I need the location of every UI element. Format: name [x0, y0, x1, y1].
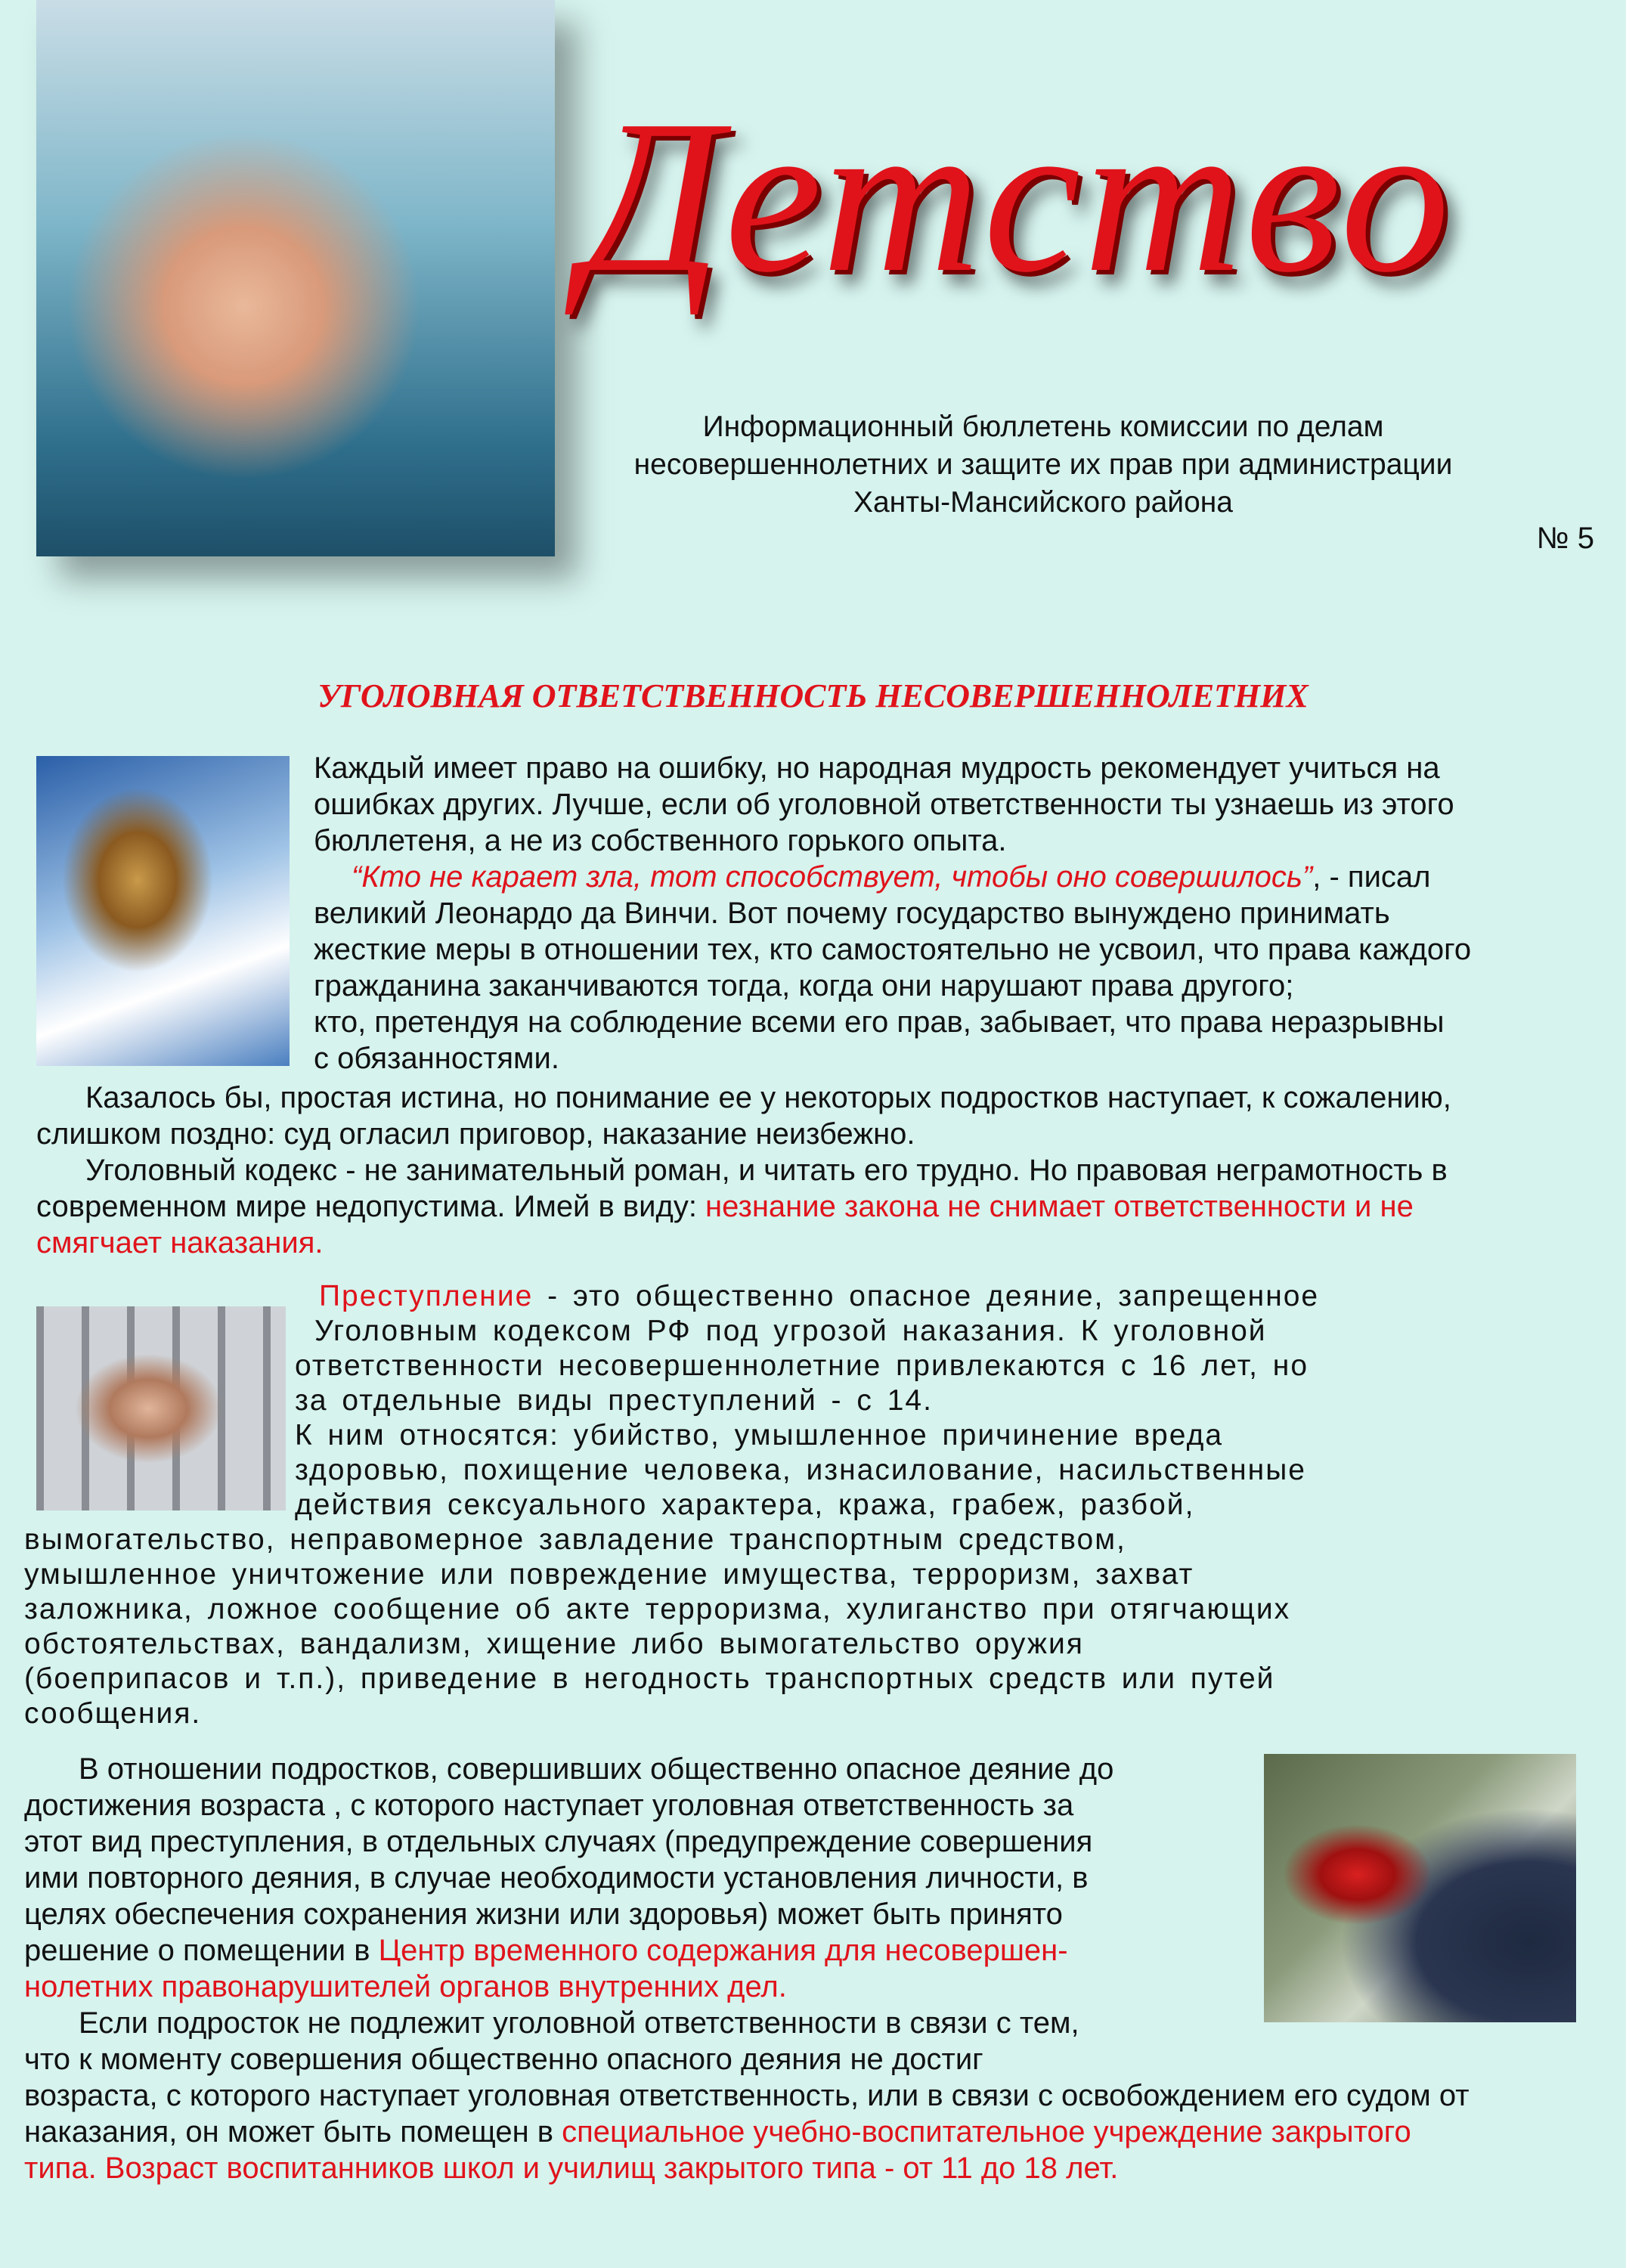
text-line: великий Леонардо да Винчи. Вот почему государство вынуждено принимать	[314, 897, 1390, 930]
text-line: Если подросток не подлежит уголовной ответственности в связи с тем,	[79, 2006, 1079, 2040]
text-line: ошибках других. Лучше, если об уголовной ответственности ты узнаешь из этого	[314, 788, 1454, 821]
detention-center-text: нолетних правонарушителей органов внутренних дел.	[24, 1970, 787, 2003]
text-line: вымогательство, неправомерное завладение транспортным средством,	[24, 1523, 1126, 1556]
bulletin-subtitle	[559, 408, 1527, 522]
paragraph-two	[36, 1080, 1616, 1261]
text-line: К ним относятся: убийство, умышленное причинение вреда	[295, 1419, 1224, 1452]
issue-number: № 5	[1536, 522, 1594, 555]
text-line: за отдельные виды преступлений - с 14.	[295, 1384, 933, 1417]
text-line: с обязанностями.	[314, 1042, 559, 1075]
text-line: В отношении подростков, совершивших общественно опасное деяние до	[79, 1752, 1114, 1786]
text-line	[295, 1279, 1618, 1314]
text-line: заложника, ложное сообщение об акте терроризма, хулиганство при отягчающих	[24, 1593, 1291, 1625]
text-line: целях обеспечения сохранения жизни или здоровья) может быть принято	[24, 1898, 1063, 1931]
paragraph-six	[24, 2005, 1619, 2186]
warning-text: незнание закона не снимает ответственности и не	[705, 1190, 1414, 1223]
crime-list	[24, 1523, 1612, 1731]
text-line: Казалось бы, простая истина, но понимание ее у некоторых подростков наступает, к сожалению,	[85, 1081, 1451, 1114]
text-line: гражданина заканчиваются тогда, когда они нарушают права другого;	[314, 969, 1294, 1002]
subtitle-line: Информационный бюллетень комиссии по делам	[702, 411, 1384, 443]
article-heading: УГОЛОВНАЯ ОТВЕТСТВЕННОСТЬ НЕСОВЕРШЕННОЛЕТНИХ	[317, 677, 1309, 714]
text-line: жесткие меры в отношении тех, кто самостоятельно не усвоил, что права каждого	[314, 933, 1472, 966]
text-line	[24, 2114, 1619, 2150]
quote-line	[314, 859, 1614, 895]
intro-paragraph	[314, 750, 1614, 1077]
text-line: умышленное уничтожение или повреждение имущества, терроризм, захват	[24, 1558, 1194, 1591]
boy-behind-bars-photo	[36, 1306, 286, 1510]
subtitle-line: Ханты-Мансийского района	[853, 486, 1233, 519]
text-line: ответственности несовершеннолетние привлекаются с 16 лет, но	[295, 1349, 1309, 1382]
hands-photo	[36, 0, 555, 556]
bulletin-title: Детство	[582, 75, 1454, 318]
text-line: этот вид преступления, в отдельных случаях (предупреждение совершения	[24, 1825, 1093, 1858]
text-segment: современном мире недопустима. Имей в виду:	[36, 1190, 706, 1223]
leonardo-quote: “Кто не карает зла, тот способствует, чтобы оно совершилось”	[352, 860, 1313, 894]
detention-center-text: Центр временного содержания для несовершен-	[378, 1934, 1068, 1967]
text-line: возраста, с которого наступает уголовная ответственность, или в связи с освобождением его судом от	[24, 2079, 1470, 2112]
text-line: Уголовным кодексом РФ под угрозой наказания. К уголовной	[314, 1315, 1267, 1347]
text-line: слишком поздно: суд огласил приговор, наказание неизбежно.	[36, 1117, 915, 1151]
text-line: здоровью, похищение человека, изнасилование, насильственные	[295, 1454, 1306, 1486]
text-segment: наказания, он может быть помещен в	[24, 2115, 562, 2149]
text-line: бюллетеня, а не из собственного горького опыта.	[314, 824, 1007, 857]
police-detention-photo	[1264, 1754, 1576, 2022]
text-segment: решение о помещении в	[24, 1934, 379, 1967]
crime-term: Преступление	[319, 1280, 534, 1312]
warning-text: смягчает наказания.	[36, 1226, 324, 1259]
text-line: ими повторного деяния, в случае необходимости установления личности, в	[24, 1861, 1089, 1895]
quote-tail: , - писал	[1312, 860, 1431, 894]
text-line: что к моменту совершения общественно опасного деяния не достиг	[24, 2043, 983, 2076]
text-line: сообщения.	[24, 1697, 202, 1730]
text-line: Каждый имеет право на ошибку, но народная мудрость рекомендует учиться на	[314, 751, 1440, 785]
lady-justice-photo	[36, 756, 290, 1066]
subtitle-line: несовершеннолетних и защите их прав при администрации	[633, 448, 1453, 481]
text-line: кто, претендуя на соблюдение всеми его прав, забывает, что права неразрывны	[314, 1005, 1445, 1039]
text-line: (боеприпасов и т.п.), приведение в негодность транспортных средств или путей	[24, 1662, 1275, 1695]
text-line: действия сексуального характера, кража, грабеж, разбой,	[295, 1489, 1195, 1521]
text-segment: - это общественно опасное деяние, запрещенное	[533, 1280, 1320, 1312]
special-institution-text: специальное учебно-воспитательное учреждение закрытого	[562, 2115, 1411, 2149]
crime-definition	[295, 1279, 1618, 1523]
text-line: достижения возраста , с которого наступает уголовная ответственность за	[24, 1789, 1074, 1822]
text-line: обстоятельствах, вандализм, хищение либо вымогательство оружия	[24, 1628, 1084, 1660]
text-line	[24, 1932, 1256, 1969]
special-institution-text: типа. Возраст воспитанников школ и училищ закрытого типа - от 11 до 18 лет.	[24, 2152, 1119, 2185]
text-line	[36, 1188, 1616, 1225]
text-line: Уголовный кодекс - не занимательный роман, и читать его трудно. Но правовая неграмотность в	[85, 1154, 1448, 1187]
paragraph-five	[24, 1751, 1256, 2005]
